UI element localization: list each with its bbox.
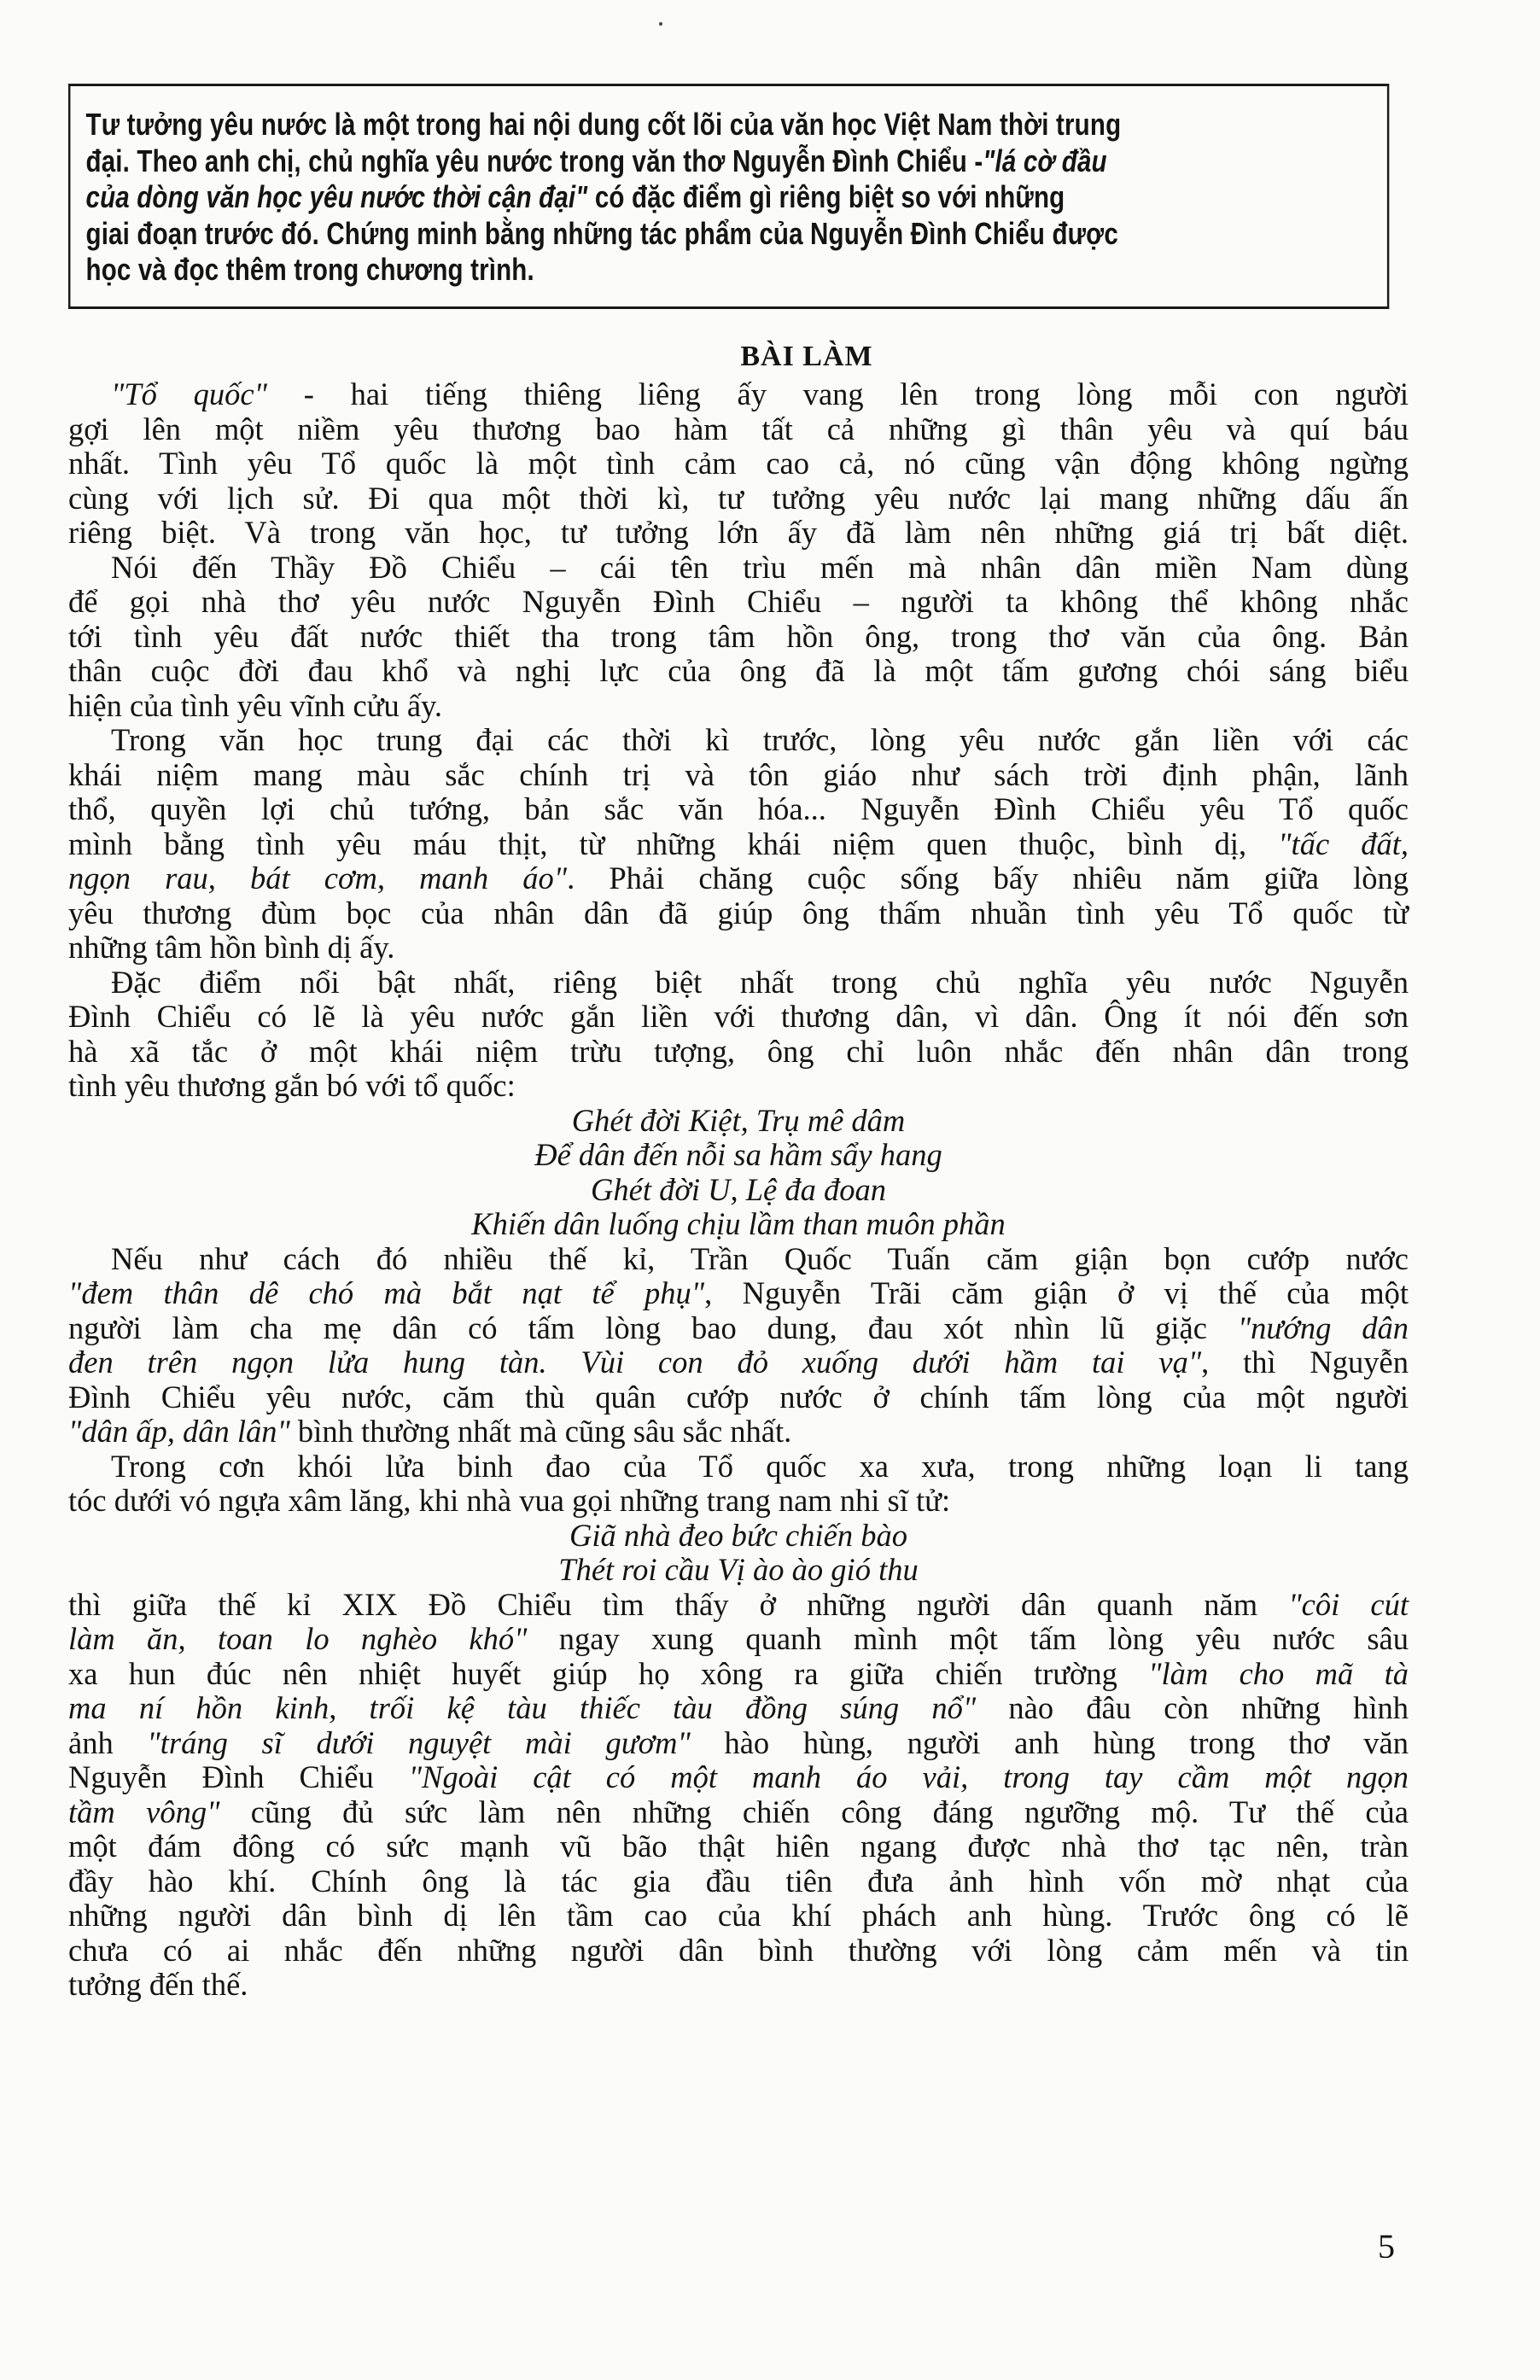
text-line: Trong cơn khói lửa binh đao của Tổ quốc xa xưa, trong những loạn li tang [111, 1448, 1409, 1484]
text-line: ma ní hồn kinh, trối kệ tàu thiếc tàu đồng súng nổ" nào đâu còn những hình [68, 1690, 1409, 1725]
text-line: Nguyễn Đình Chiểu "Ngoài cật có một manh áo vải, trong tay cầm một ngọn [68, 1759, 1409, 1794]
text-line: Nếu như cách đó nhiều thế kỉ, Trần Quốc Tuấn căm giận bọn cướp nước [111, 1240, 1409, 1276]
text-line: "đem thân dê chó mà bắt nạt tể phụ", Nguyễn Trãi căm giận ở vị thế của một [68, 1275, 1409, 1310]
text-line: tóc dưới vó ngựa xâm lăng, khi nhà vua gọi những trang nam nhi sĩ tử: [68, 1483, 951, 1518]
text-line: riêng biệt. Và trong văn học, tư tưởng lớn ấy đã làm nên những giá trị bất diệt. [68, 515, 1409, 550]
essay-heading: BÀI LÀM [740, 341, 873, 372]
text-line: mình bằng tình yêu máu thịt, từ những khái niệm quen thuộc, bình dị, "tấc đất, [68, 825, 1409, 861]
text-line: yêu thương đùm bọc của nhân dân đã giúp ông thấm nhuần tình yêu Tổ quốc từ [68, 895, 1409, 930]
text-line: chưa có ai nhắc đến những người dân bình thường với lòng cảm mến và tin [68, 1932, 1409, 1968]
essay-body [68, 340, 1409, 2003]
text-line: Đình Chiểu có lẽ là yêu nước gắn liền với thương dân, vì dân. Ông ít nói đến sơn [68, 999, 1409, 1034]
text-line: xa hun đúc nên nhiệt huyết giúp họ xông ra giữa chiến trường "làm cho mã tà [68, 1655, 1409, 1691]
text-line: tới tình yêu đất nước thiết tha trong tâm hồn ông, trong thơ văn của ông. Bản [68, 618, 1409, 654]
verse-line: Để dân đến nỗi sa hầm sẩy hang [534, 1137, 942, 1172]
verse-line: Giã nhà đeo bức chiến bào [569, 1517, 907, 1553]
text-line: Trong văn học trung đại các thời kì trước, lòng yêu nước gắn liền với các [111, 722, 1409, 757]
verse-line: Thét roi cầu Vị ào ào gió thu [558, 1552, 919, 1587]
question-box [68, 84, 1389, 309]
text-line: hà xã tắc ở một khái niệm trừu tượng, ông chỉ luôn nhắc đến nhân dân trong [68, 1033, 1409, 1069]
text-line: khái niệm mang màu sắc chính trị và tôn giáo như sách trời định phận, lãnh [68, 756, 1409, 792]
text-line: người làm cha mẹ dân có tấm lòng bao dung, đau xót nhìn lũ giặc "nướng dân [68, 1310, 1409, 1345]
text-line: cùng với lịch sử. Đi qua một thời kì, tư tưởng yêu nước lại mang những dấu ấn [68, 480, 1409, 516]
text-line: thổ, quyền lợi chủ tướng, bản sắc văn hóa... Nguyễn Đình Chiểu yêu Tổ quốc [68, 791, 1409, 826]
text-line: ngọn rau, bát cơm, manh áo". Phải chăng cuộc sống bấy nhiêu năm giữa lòng [68, 860, 1409, 895]
text-line: thì giữa thế kỉ XIX Đồ Chiểu tìm thấy ở những người dân quanh năm "côi cút [68, 1586, 1409, 1622]
text-line: Đặc điểm nổi bật nhất, riêng biệt nhất trong chủ nghĩa yêu nước Nguyễn [111, 964, 1409, 1000]
text-line: "dân ấp, dân lân" bình thường nhất mà cũng sâu sắc nhất. [68, 1414, 792, 1449]
text-line: Nói đến Thầy Đồ Chiểu – cái tên trìu mến mà nhân dân miền Nam dùng [111, 549, 1409, 585]
text-line: để gọi nhà thơ yêu nước Nguyễn Đình Chiểu – người ta không thể không nhắc [68, 584, 1409, 619]
question-line: học và đọc thêm trong chương trình. [85, 252, 534, 287]
verse-line: Khiến dân luống chịu lầm than muôn phần [471, 1206, 1006, 1241]
text-line: hiện của tình yêu vĩnh cửu ấy. [68, 687, 443, 723]
page-number: 5 [1378, 2227, 1395, 2266]
text-line: thân cuộc đời đau khổ và nghị lực của ông đã là một tấm gương chói sáng biểu [68, 653, 1409, 688]
text-line: những tâm hồn bình dị ấy. [68, 930, 395, 965]
text-line: nhất. Tình yêu Tổ quốc là một tình cảm cao cả, nó cũng vận động không ngừng [68, 446, 1409, 481]
text-line: tình yêu thương gắn bó với tổ quốc: [68, 1068, 516, 1103]
question-line: Tư tưởng yêu nước là một trong hai nội dung cốt lõi của văn học Việt Nam thời trung [85, 107, 1122, 142]
text-line: gợi lên một niềm yêu thương bao hàm tất cả những gì thân yêu và quí báu [68, 411, 1409, 446]
text-line: đen trên ngọn lửa hung tàn. Vùi con đỏ xuống dưới hầm tai vạ", thì Nguyễn [68, 1345, 1409, 1380]
verse-line: Ghét đời Kiệt, Trụ mê dâm [571, 1102, 906, 1138]
question-line: của dòng văn học yêu nước thời cận đại" có đặc điểm gì riêng biệt so với những [85, 179, 1065, 214]
text-line: "Tổ quốc" - hai tiếng thiêng liêng ấy vang lên trong lòng mỗi con người [111, 376, 1409, 411]
text-line: Đình Chiểu yêu nước, căm thù quân cướp nước ở chính tấm lòng của một người [68, 1379, 1409, 1415]
question-line: đại. Theo anh chị, chủ nghĩa yêu nước trong văn thơ Nguyễn Đình Chiểu -"lá cờ đầu [85, 143, 1107, 178]
text-line: ảnh "tráng sĩ dưới nguyệt mài gươm" hào hùng, người anh hùng trong thơ văn [68, 1724, 1409, 1760]
text-line: làm ăn, toan lo nghèo khó" ngay xung quanh mình một tấm lòng yêu nước sâu [68, 1621, 1409, 1656]
question-line: giai đoạn trước đó. Chứng minh bằng những tác phẩm của Nguyễn Đình Chiểu được [85, 215, 1118, 251]
text-line: đầy hào khí. Chính ông là tác gia đầu tiên đưa ảnh hình vốn mờ nhạt của [68, 1863, 1409, 1899]
text-line: tầm vông" cũng đủ sức làm nên những chiến công đáng ngưỡng mộ. Tư thế của [68, 1794, 1409, 1829]
text-line: một đám đông có sức mạnh vũ bão thật hiên ngang được nhà thơ tạc nên, tràn [68, 1829, 1409, 1864]
text-line: những người dân bình dị lên tầm cao của khí phách anh hùng. Trước ông có lẽ [68, 1898, 1409, 1933]
text-line: tưởng đến thế. [68, 1967, 248, 2002]
verse-line: Ghét đời U, Lệ đa đoan [591, 1171, 886, 1207]
scan-speck [659, 22, 662, 26]
